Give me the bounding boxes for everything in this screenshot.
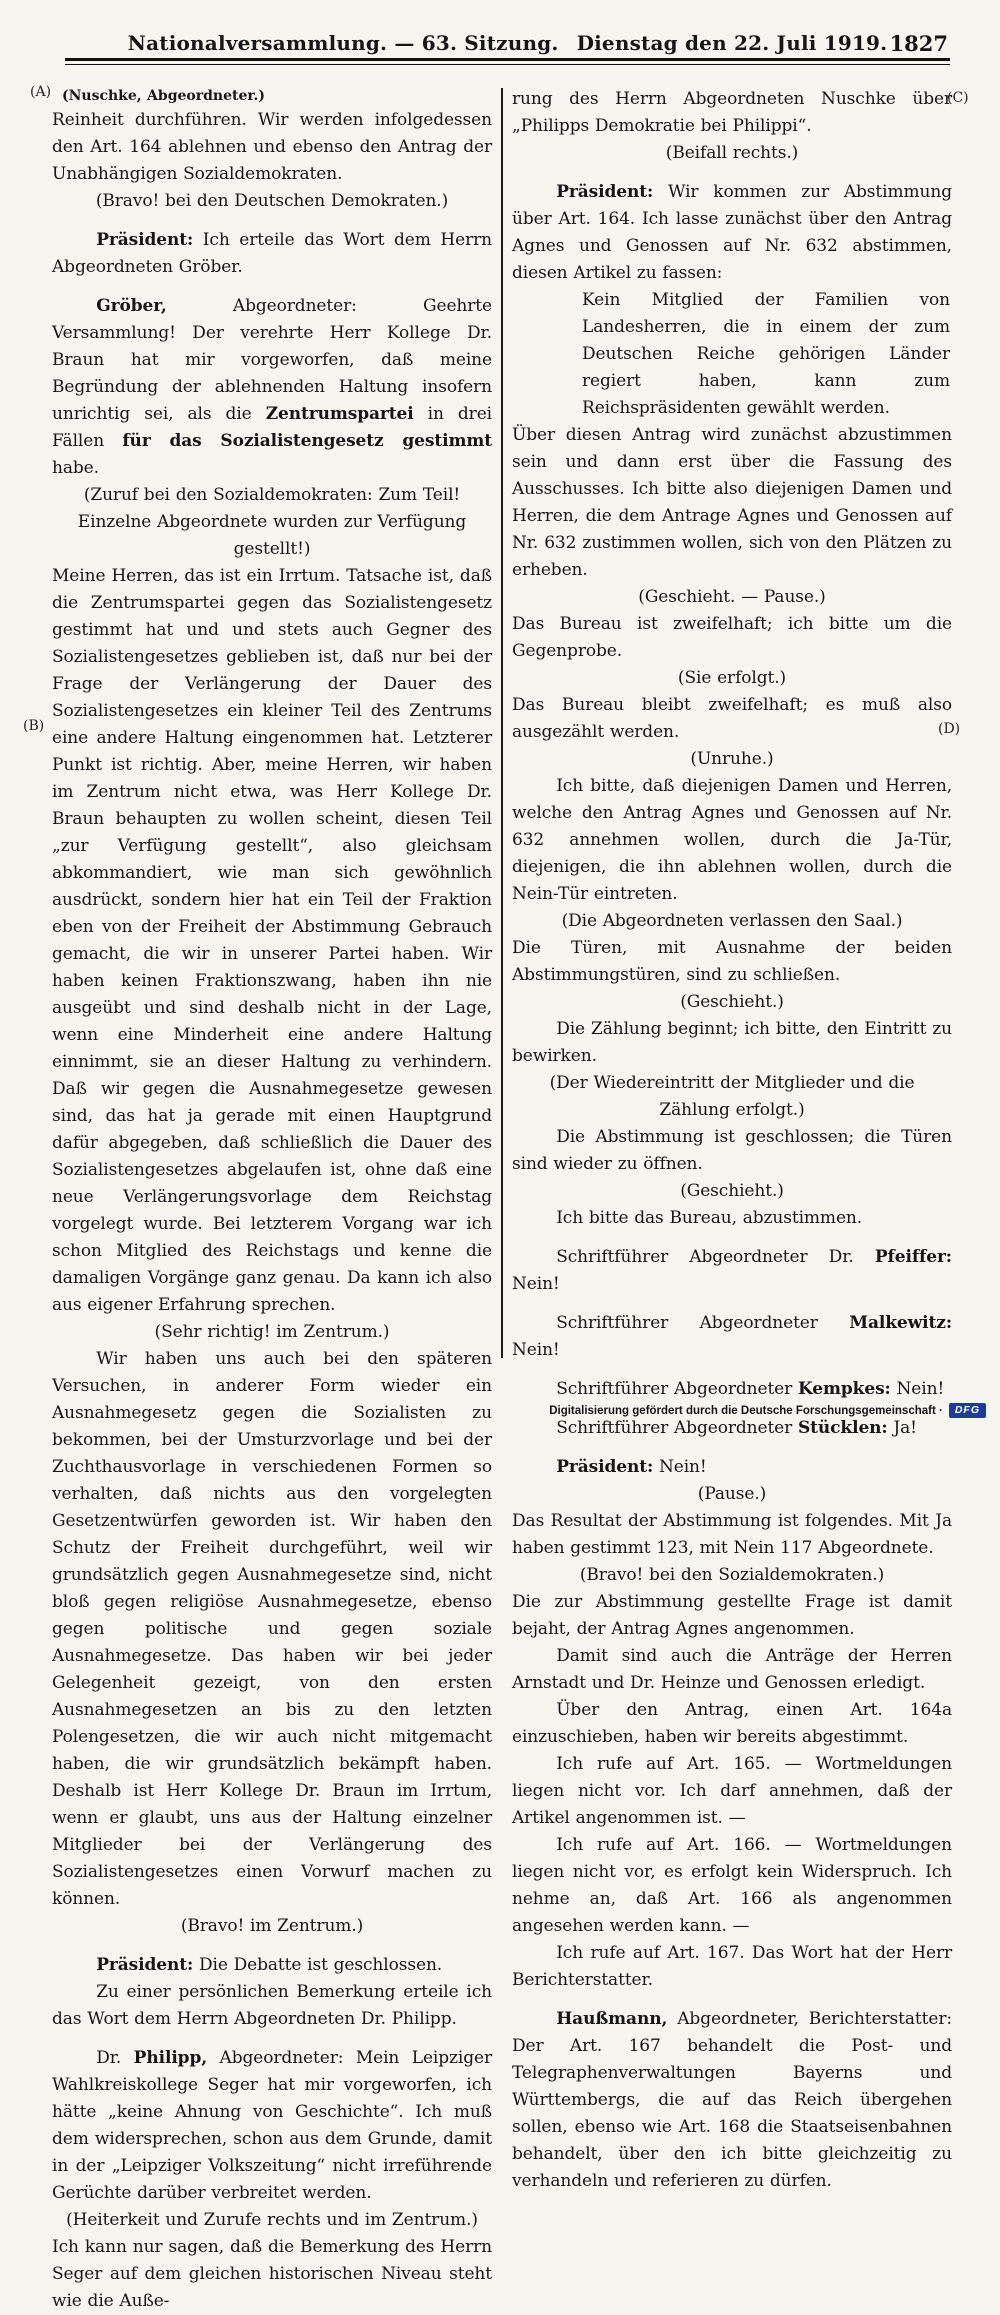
text-segment: Ich bitte, daß diejenigen Damen und Herren, welche den Antrag Agnes und Genossen auf Nr. 632 annehmen wollen, durch die Ja-Tür, diejenigen, die ihn ablehnen wollen, durch die Nein-Tür eintreten. [512, 776, 952, 904]
speech-paragraph [512, 1376, 952, 1403]
emphasis-text: Malkewitz: [849, 1313, 952, 1333]
text-segment: (Unruhe.) [690, 749, 774, 769]
paragraph [512, 422, 952, 584]
paragraph [512, 1643, 952, 1697]
paragraph [512, 1751, 952, 1832]
paragraph [512, 1205, 952, 1232]
emphasis-text: Präsident: [96, 1955, 194, 1975]
header-date-text: Dienstag den 22. Juli 1919. [576, 31, 888, 55]
text-segment: Über den Antrag, einen Art. 164a einzuschieben, haben wir bereits abgestimmt. [512, 1700, 952, 1747]
speaker-note [52, 86, 492, 107]
paragraph [52, 563, 492, 1319]
text-segment: Schriftführer Abgeordneter Dr. [556, 1247, 875, 1267]
text-segment: Reinheit durchführen. Wir werden infolgedessen den Art. 164 ablehnen und ebenso den Antrag der Unabhängigen Sozialdemokraten. [52, 110, 492, 184]
text-segment: Ich bitte das Bureau, abzustimmen. [556, 1208, 863, 1228]
quoted-motion-text [582, 287, 950, 422]
text-segment: Das Resultat der Abstimmung ist folgendes. Mit Ja haben gestimmt 123, mit Nein 117 Abgeordnete. [512, 1511, 952, 1558]
right-column [512, 86, 952, 2315]
text-segment: Ich kann nur sagen, daß die Bemerkung des Herrn Seger auf dem gleichen historischen Niveau steht wie die Auße- [52, 2237, 492, 2311]
text-segment: (Pause.) [697, 1484, 767, 1504]
stage-direction [52, 188, 492, 215]
text-segment: (Der Wiedereintritt der Mitglieder und die Zählung erfolgt.) [549, 1073, 915, 1120]
speech-paragraph [52, 1952, 492, 1979]
margin-letter-b: (B) [23, 718, 45, 734]
text-segment: Abgeordneter.) [147, 88, 265, 104]
text-segment: Abgeordneter, Berichterstatter: Der Art. 167 behandelt die Post- und Telegraphenverwaltungen Bayerns und Württembergs, die auf das Reich übergehen sollen, ebenso wie Art. 168 die Staatseisenbahnen behandelt, über den ich bitte gleichzeitig zu verhandeln und referieren zu dürfen. [512, 2009, 952, 2191]
text-segment: Ja! [887, 1418, 917, 1438]
text-segment: Das Bureau bleibt zweifelhaft; es muß also ausgezählt werden. [512, 695, 952, 742]
text-segment: Meine Herren, das ist ein Irrtum. Tatsache ist, daß die Zentrumspartei gegen das Sozialistengesetz gestimmt hat und und stets auch Gegner des Sozialistengesetzes geblieben ist, daß nur bei der Frage der Verlängerung der Dauer des Sozialistengesetzes ein kleiner Teil des Zentrums eine andere Haltung eingenommen hat. Letzterer Punkt ist richtig. Aber, meine Herren, wir haben im Zentrum nicht etwa, was Herr Kollege Dr. Braun behaupten zu wollen scheint, diesen Teil „zur Verfügung gestellt“, also gleichsam abkommandiert, wie man sich gewöhnlich ausdrückt, sondern hier hat ein Teil der Fraktion eben von der Freiheit der Abstimmung Gebrauch gemacht, die wir in unserer Partei haben. Wir haben keinen Fraktionszwang, haben ihn nie ausgeübt und sind deshalb nicht in der Lage, wenn eine Minderheit eine andere Haltung einnimmt, sie an dieser Haltung zu verhindern. Daß wir gegen die Ausnahmegesetze gewesen sind, das hat ja gerade mit einen Hauptgrund dafür abgegeben, daß schließlich die Dauer des Sozialistengesetzes abgelaufen ist, ohne daß eine neue Verlängerungsvorlage dem Reichstag vorgelegt wurde. Bei letzterem Vorgang war ich schon Mitglied des Reichstags und kenne die damaligen Vorgänge ganz genau. Da kann ich also aus eigener Erfahrung sprechen. [52, 566, 492, 1315]
text-segment: Wir kommen zur Abstimmung über Art. 164. Ich lasse zunächst über den Antrag Agnes und Genossen auf Nr. 632 abstimmen, diesen Artikel zu fassen: [512, 182, 952, 283]
text-segment: Die zur Abstimmung gestellte Frage ist damit bejaht, der Antrag Agnes angenommen. [512, 1592, 952, 1639]
paragraph [512, 1589, 952, 1643]
stage-direction [512, 140, 952, 167]
text-segment: (Heiterkeit und Zurufe rechts und im Zentrum.) [66, 2210, 478, 2230]
paragraph [512, 692, 952, 746]
text-segment: Das Bureau ist zweifelhaft; ich bitte um die Gegenprobe. [512, 614, 952, 661]
stage-direction [512, 1562, 952, 1589]
dfg-logo: DFG [949, 1403, 986, 1418]
text-segment: Schriftführer Abgeordneter [556, 1418, 798, 1438]
emphasis-text: Präsident: [556, 1457, 654, 1477]
margin-letter-d: (D) [938, 721, 961, 737]
text-segment: (Sehr richtig! im Zentrum.) [154, 1322, 390, 1342]
stage-direction [512, 989, 952, 1016]
text-segment: Die Zählung beginnt; ich bitte, den Eintritt zu bewirken. [512, 1019, 952, 1066]
paragraph [512, 1832, 952, 1940]
emphasis-text: Präsident: [96, 230, 194, 250]
text-segment: Abgeordneter: Geehrte Versammlung! Der verehrte Herr Kollege Dr. Braun hat mir vorgeworfen, daß meine Begründung der ablehnenden Haltung insofern unrichtig sei, als die [52, 296, 492, 424]
header-title [65, 31, 950, 55]
margin-letter-c: (C) [947, 90, 969, 106]
emphasis-text: Stücklen: [797, 1418, 888, 1438]
text-segment: Die Debatte ist geschlossen. [193, 1955, 443, 1975]
text-segment: Zu einer persönlichen Bemerkung erteile ich das Wort dem Herrn Abgeordneten Dr. Philipp. [52, 1982, 492, 2029]
stage-direction [52, 1913, 492, 1940]
text-segment: (Geschieht.) [680, 992, 784, 1012]
text-segment: Die Abstimmung ist geschlossen; die Türen sind wieder zu öffnen. [512, 1127, 952, 1174]
header-session-text: Nationalversammlung. — 63. Sitzung. [127, 31, 559, 55]
text-segment: Schriftführer Abgeordneter [556, 1379, 798, 1399]
column-divider-rule [501, 88, 503, 1358]
emphasis-text: Pfeiffer: [874, 1247, 952, 1267]
text-segment: (Beifall rechts.) [665, 143, 799, 163]
speech-paragraph [52, 2045, 492, 2207]
emphasis-text: Haußmann, [556, 2009, 668, 2029]
text-segment: (Sie erfolgt.) [677, 668, 787, 688]
text-segment: (Die Abgeordneten verlassen den Saal.) [561, 911, 903, 931]
digitization-credit [549, 1403, 986, 1418]
paragraph [512, 1508, 952, 1562]
stage-direction [512, 584, 952, 611]
text-segment: in drei Fällen [52, 404, 493, 451]
page-number: 1827 [889, 31, 948, 56]
paragraph [52, 1346, 492, 1913]
text-segment: Nein! [512, 1274, 560, 1294]
margin-letter-a: (A) [30, 84, 52, 100]
paragraph [512, 1124, 952, 1178]
paragraph [512, 86, 952, 140]
stage-direction [512, 908, 952, 935]
paragraph [52, 2234, 492, 2315]
text-segment: (Bravo! bei den Deutschen Demokraten.) [95, 191, 449, 211]
page-header [65, 31, 950, 57]
paragraph [512, 935, 952, 989]
text-segment: (Bravo! bei den Sozialdemokraten.) [579, 1565, 885, 1585]
stage-direction [512, 1481, 952, 1508]
speech-paragraph [512, 1454, 952, 1481]
stage-direction [512, 1070, 952, 1124]
text-segment: Ich erteile das Wort dem Herrn Abgeordneten Gröber. [52, 230, 492, 277]
stage-direction [512, 665, 952, 692]
text-segment: Wir haben uns auch bei den späteren Versuchen, in anderer Form wieder ein Ausnahmegesetz gegen die Sozialisten zu bekommen, bei der Umsturzvorlage und bei der Zuchthausvorlage in verschiedenen Formen so verhalten, daß nichts aus den vorgelegten Gesetzentwürfen geworden ist. Wir haben den Schutz der Freiheit durchgeführt, weil wir grundsätzlich gegen Ausnahmegesetze sind, nicht bloß gegen religiöse Ausnahmegesetze, ebenso gegen politische und gegen soziale Ausnahmegesetze. Das haben wir bei jeder Gelegenheit gezeigt, von den ersten Ausnahmegesetzen an bis zu den letzten Polengesetzen, die wir auch nicht mitgemacht haben, die wir grundsätzlich bekämpft haben. Deshalb ist Herr Kollege Dr. Braun im Irrtum, wenn er glaubt, uns aus der Haltung einzelner Mitglieder bei der Verlängerung des Sozialistengesetzes einen Vorwurf machen zu können. [52, 1349, 492, 1909]
emphasis-text: Zentrumspartei [265, 404, 414, 424]
left-column [52, 86, 492, 2315]
stage-direction [52, 482, 492, 563]
paragraph [52, 1979, 492, 2033]
text-segment: (Zuruf bei den Sozialdemokraten: Zum Teil! Einzelne Abgeordnete wurden zur Verfügung gestellt!) [77, 485, 467, 559]
emphasis-text: Gröber, [96, 296, 167, 316]
text-segment: Ich rufe auf Art. 165. — Wortmeldungen liegen nicht vor. Ich darf annehmen, daß der Artikel angenommen ist. — [512, 1754, 952, 1828]
stage-direction [512, 1178, 952, 1205]
speech-paragraph [512, 1310, 952, 1364]
emphasis-text: für das Sozialistengesetz gestimmt [122, 431, 492, 451]
paragraph [512, 773, 952, 908]
stage-direction [512, 746, 952, 773]
header-double-rule [65, 58, 950, 65]
speech-paragraph [512, 2006, 952, 2195]
speech-paragraph [52, 227, 492, 281]
emphasis-text: Kempkes: [797, 1379, 891, 1399]
text-segment: Ich rufe auf Art. 167. Das Wort hat der Herr Berichterstatter. [512, 1943, 952, 1990]
speech-paragraph [512, 1415, 952, 1442]
credit-text: Digitalisierung gefördert durch die Deutsche Forschungsgemeinschaft · [549, 1404, 943, 1417]
text-segment: Schriftführer Abgeordneter [556, 1313, 850, 1333]
paragraph [512, 611, 952, 665]
speech-paragraph [52, 293, 492, 482]
text-segment: habe. [52, 458, 99, 478]
emphasis-text: Philipp, [133, 2048, 208, 2068]
emphasis-text: (Nuschke, [62, 88, 148, 104]
text-segment: Die Türen, mit Ausnahme der beiden Abstimmungstüren, sind zu schließen. [512, 938, 952, 985]
emphasis-text: Präsident: [556, 182, 654, 202]
text-segment: Nein! [512, 1340, 560, 1360]
paragraph [512, 1697, 952, 1751]
text-segment: rung des Herrn Abgeordneten Nuschke über „Philipps Demokratie bei Philippi“. [512, 89, 952, 136]
text-segment: (Geschieht.) [680, 1181, 784, 1201]
paragraph [52, 107, 492, 188]
paragraph [512, 1940, 952, 1994]
stage-direction [52, 1319, 492, 1346]
text-segment: (Geschieht. — Pause.) [638, 587, 826, 607]
text-segment: Ich rufe auf Art. 166. — Wortmeldungen liegen nicht vor, es erfolgt kein Widerspruch. Ich nehme an, daß Art. 166 als angenommen angesehen werden kann. — [512, 1835, 952, 1936]
text-segment: Nein! [890, 1379, 945, 1399]
text-segment: Abgeordneter: Mein Leipziger Wahlkreiskollege Seger hat mir vorgeworfen, ich hätte „keine Ahnung von Geschichte“. Ich muß dem widersprechen, schon aus dem Grunde, damit in der „Leipziger Volkszeitung“ nicht irreführende Gerüchte darüber verbreitet werden. [52, 2048, 492, 2203]
text-segment: Über diesen Antrag wird zunächst abzustimmen sein und dann erst über die Fassung des Ausschusses. Ich bitte also diejenigen Damen und Herren, die dem Antrage Agnes und Genossen auf Nr. 632 zustimmen wollen, sich von den Plätzen zu erheben. [512, 425, 952, 580]
stage-direction [52, 2207, 492, 2234]
text-segment: Nein! [653, 1457, 707, 1477]
text-segment: Dr. [96, 2048, 134, 2068]
paragraph [512, 1016, 952, 1070]
text-segment: (Bravo! im Zentrum.) [180, 1916, 364, 1936]
speech-paragraph [512, 1244, 952, 1298]
speech-paragraph [512, 179, 952, 287]
text-segment: Damit sind auch die Anträge der Herren Arnstadt und Dr. Heinze und Genossen erledigt. [512, 1646, 952, 1693]
text-segment: Kein Mitglied der Familien von Landesherren, die in einem der zum Deutschen Reiche gehörigen Länder regiert haben, kann zum Reichspräsidenten gewählt werden. [582, 290, 950, 418]
